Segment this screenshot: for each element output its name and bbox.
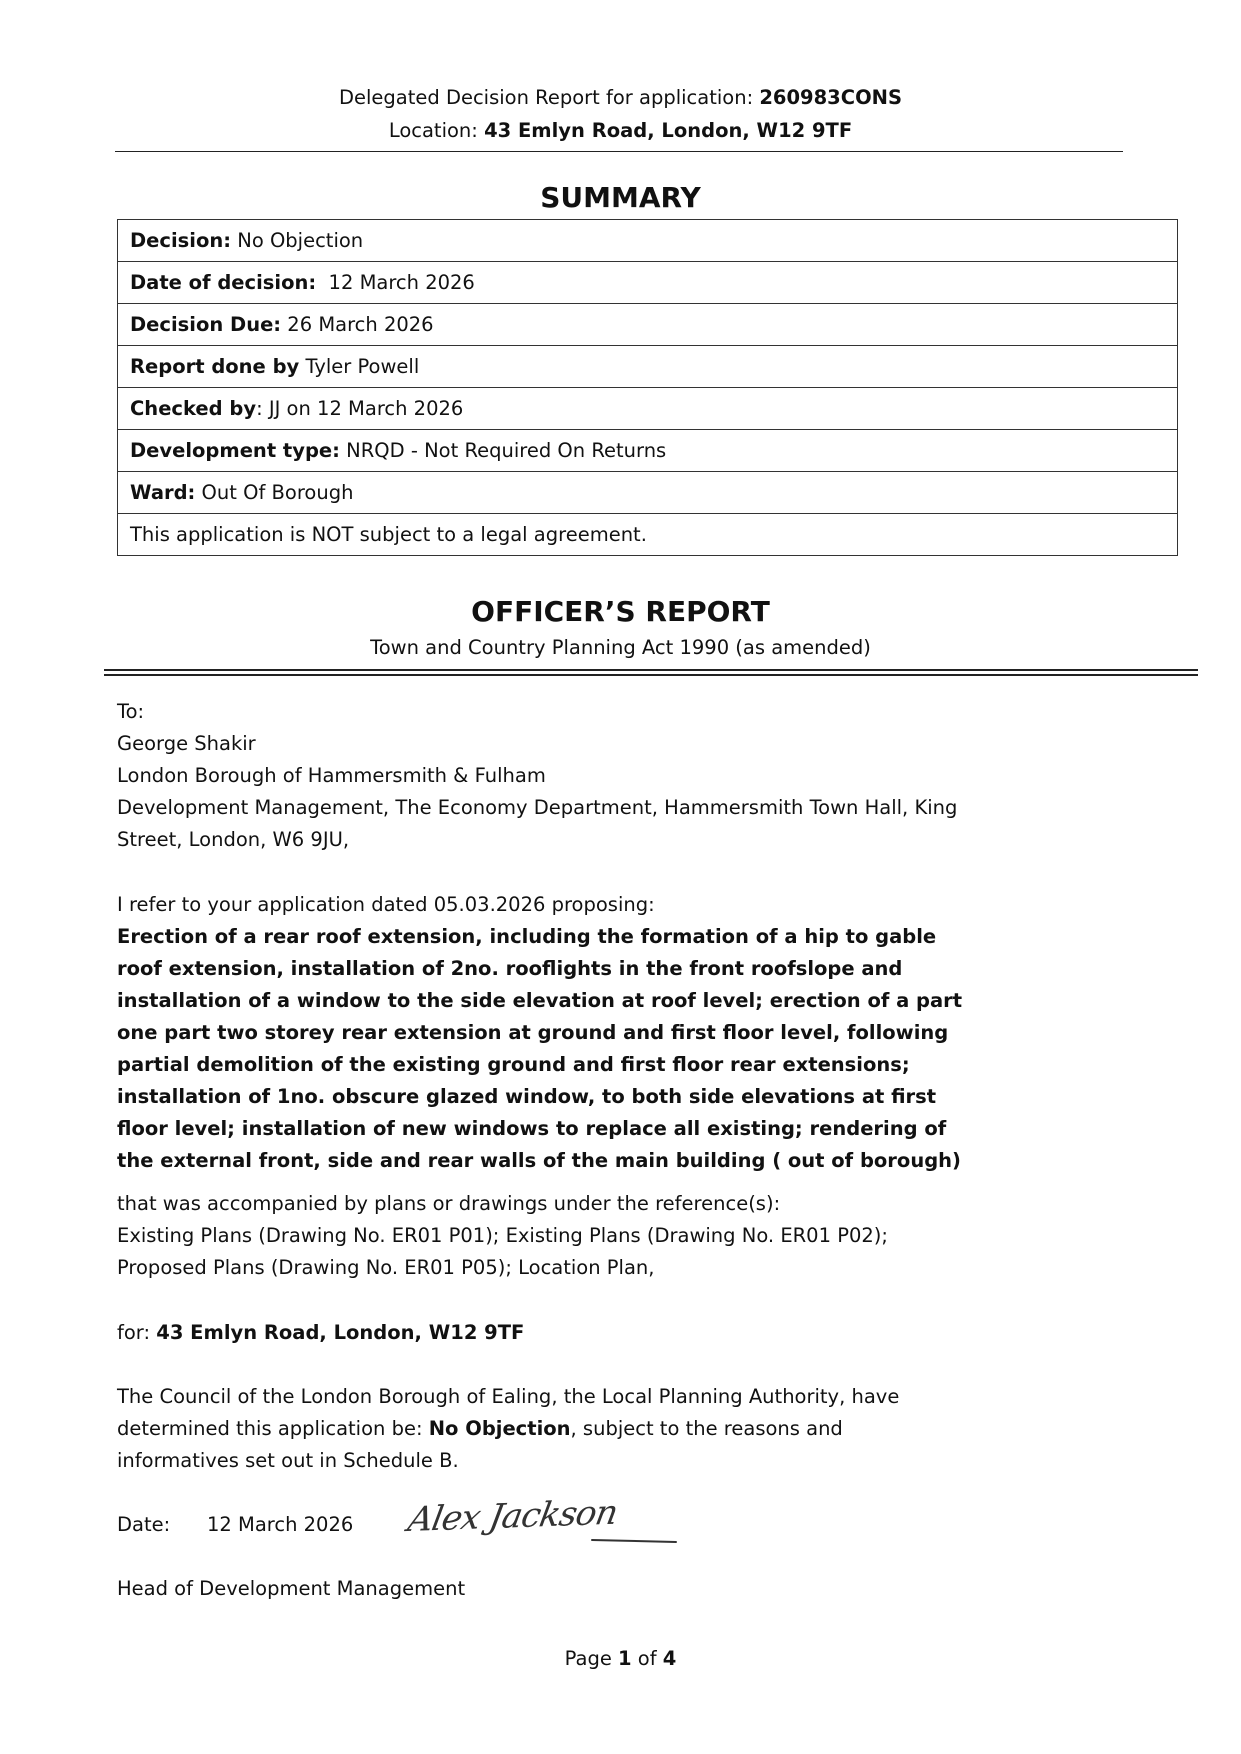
row-value: Tyler Powell [299, 355, 420, 378]
row-label: Decision Due: [130, 313, 282, 336]
table-row [118, 388, 1178, 430]
double-divider-top [104, 669, 1198, 671]
row-value: 12 March 2026 [316, 271, 475, 294]
table-row [118, 472, 1178, 514]
row-value: This application is NOT subject to a legal agreement. [130, 523, 647, 546]
determination-line [117, 1417, 843, 1440]
row-label: Report done by [130, 355, 300, 378]
row-label: Checked by [130, 397, 257, 420]
header-divider [115, 151, 1123, 152]
row-value: 26 March 2026 [281, 313, 434, 336]
determination-prefix: determined this application be: [117, 1417, 429, 1440]
plans-line: Existing Plans (Drawing No. ER01 P01); Existing Plans (Drawing No. ER01 P02); [117, 1224, 888, 1247]
proposal-line: roof extension, installation of 2no. rooflights in the front roofslope and [117, 957, 903, 980]
for-label: for: [117, 1321, 157, 1344]
proposal-line: installation of a window to the side elevation at roof level; erection of a part [117, 989, 963, 1012]
plans-line: that was accompanied by plans or drawings under the reference(s): [117, 1192, 781, 1215]
determination-line: The Council of the London Borough of Ealing, the Local Planning Authority, have [117, 1385, 900, 1408]
officer-report-subtitle: Town and Country Planning Act 1990 (as amended) [370, 636, 871, 659]
plans-line: Proposed Plans (Drawing No. ER01 P05); Location Plan, [117, 1256, 655, 1279]
for-address: 43 Emlyn Road, London, W12 9TF [156, 1321, 525, 1344]
table-row [118, 430, 1178, 472]
signature: Alex Jackson [404, 1492, 621, 1540]
addressee-line: London Borough of Hammersmith & Fulham [117, 764, 546, 787]
location-label: Location: [388, 119, 485, 142]
double-divider-bottom [104, 674, 1198, 676]
page-number [0, 1647, 1241, 1670]
row-value: NRQD - Not Required On Returns [339, 439, 667, 462]
row-value: : JJ on 12 March 2026 [256, 397, 464, 420]
to-label: To: [117, 700, 145, 723]
addressee-line: Development Management, The Economy Department, Hammersmith Town Hall, King [117, 796, 958, 819]
for-address-line [117, 1321, 524, 1344]
row-label: Ward: [130, 481, 196, 504]
addressee-line: George Shakir [117, 732, 256, 755]
proposal-line: floor level; installation of new windows to replace all existing; rendering of [117, 1117, 947, 1140]
application-line [0, 86, 1241, 109]
page-prefix: Page [564, 1647, 619, 1670]
date-value: 12 March 2026 [207, 1513, 354, 1536]
table-row [118, 262, 1178, 304]
location-line [0, 119, 1241, 142]
summary-title: SUMMARY [540, 181, 701, 214]
location-value: 43 Emlyn Road, London, W12 9TF [484, 119, 853, 142]
row-label: Date of decision: [130, 271, 317, 294]
application-label: Delegated Decision Report for application: [338, 86, 760, 109]
application-reference: 260983CONS [759, 86, 903, 109]
page-current: 1 [618, 1647, 632, 1670]
addressee-line: Street, London, W6 9JU, [117, 828, 350, 851]
date-label: Date: [117, 1513, 171, 1536]
row-value: No Objection [231, 229, 364, 252]
proposal-line: one part two storey rear extension at ground and first floor level, following [117, 1021, 949, 1044]
page-of: of [631, 1647, 663, 1670]
signatory-role: Head of Development Management [117, 1577, 466, 1600]
determination-line: informatives set out in Schedule B. [117, 1449, 459, 1472]
proposal-line: installation of 1no. obscure glazed window, to both side elevations at first [117, 1085, 937, 1108]
row-value: Out Of Borough [195, 481, 354, 504]
table-row [118, 346, 1178, 388]
determination-decision: No Objection [428, 1417, 571, 1440]
proposal-line: the external front, side and rear walls of the main building ( out of borough) [117, 1149, 961, 1172]
signature-flourish-icon [590, 1530, 680, 1550]
application-intro: I refer to your application dated 05.03.2026 proposing: [117, 893, 655, 916]
officer-report-title: OFFICER’S REPORT [471, 595, 770, 628]
page-total: 4 [662, 1647, 677, 1670]
table-row [118, 220, 1178, 262]
row-label: Development type: [130, 439, 340, 462]
proposal-line: Erection of a rear roof extension, including the formation of a hip to gable [117, 925, 937, 948]
row-label: Decision: [130, 229, 232, 252]
determination-suffix: , subject to the reasons and [570, 1417, 843, 1440]
table-row [118, 304, 1178, 346]
proposal-line: partial demolition of the existing ground and first floor rear extensions; [117, 1053, 910, 1076]
table-row [118, 514, 1178, 556]
summary-table [117, 219, 1178, 556]
